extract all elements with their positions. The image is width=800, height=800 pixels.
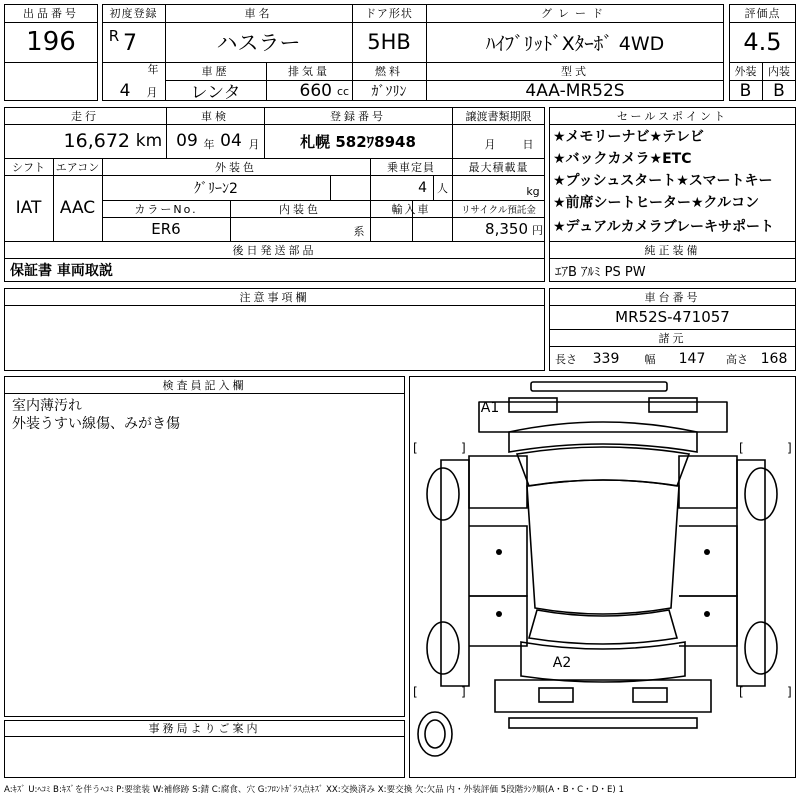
reg-month: 4	[119, 80, 131, 101]
score-label: 評価点	[744, 7, 781, 20]
height: 168	[760, 350, 788, 367]
fuel: ｶﾞｿﾘﾝ	[371, 83, 407, 100]
svg-text:[: [	[413, 685, 418, 699]
cc-unit: cc	[336, 85, 350, 98]
reg-year: 7	[123, 30, 137, 56]
car-name: ハスラー	[216, 31, 301, 55]
width: 147	[678, 350, 706, 367]
damage-mark-a2: A2	[552, 655, 572, 671]
model-code: 4AA-MR52S	[525, 80, 625, 101]
displacement: 660	[299, 80, 332, 101]
legend-footer: A:ｷｽﾞ U:ﾍｺﾐ B:ｷｽﾞを伴うﾍｺﾐ P:要塗装 W:補修跡 S:錆 C:腐食、穴 G:ﾌﾛﾝﾄｶﾞﾗｽ点ｷｽﾞ XX:交換済み X:要交換 欠:欠品 内・外装評価 5段階ﾗﾝｸ順(A・B・C・D・E) 1	[4, 785, 624, 795]
seats: 4	[418, 179, 427, 196]
sales-label: セールスポイント	[616, 109, 728, 123]
door-type: 5HB	[367, 30, 411, 54]
specs-label: 諸元	[658, 331, 687, 345]
svg-text:]: ]	[461, 685, 466, 699]
score-value: 4.5	[743, 28, 782, 56]
color-label: 外装色	[215, 160, 257, 174]
seats-label: 乗車定員	[387, 160, 435, 174]
insp-month: 04	[220, 131, 242, 151]
transfer-label: 譲渡書類期限	[465, 109, 532, 123]
shift: IAT	[15, 198, 42, 218]
mileage-label: 走行	[71, 109, 99, 123]
insp-month-unit: 月	[248, 138, 260, 151]
color-number: ER6	[151, 220, 181, 238]
later-parts-label: 後日発送部品	[232, 243, 317, 257]
car-damage-diagram	[409, 376, 796, 778]
inspector-note: 室内薄汚れ	[12, 397, 82, 414]
svg-text:[: [	[739, 685, 744, 699]
length-label: 長さ	[555, 353, 577, 366]
recycle-fee: 8,350	[485, 220, 528, 238]
sales-point: ★メモリーナビ★テレビ	[553, 129, 704, 145]
chassis-label: 車台番号	[644, 290, 701, 304]
aircon: AAC	[59, 198, 96, 218]
width-label: 幅	[644, 353, 656, 366]
notes-label: 注意事項欄	[239, 290, 310, 304]
load-unit: kg	[526, 184, 540, 198]
equipment: ｴｱB ｱﾙﾐ PS PW	[555, 264, 646, 280]
grade-label: グレード	[541, 7, 609, 20]
height-label: 高さ	[726, 353, 748, 366]
sales-point: ★プッシュスタート★スマートキー	[553, 173, 773, 189]
svg-text:]: ]	[461, 441, 466, 455]
transfer-day-unit: 日	[522, 138, 534, 151]
lot-number: 196	[26, 27, 76, 57]
ac-label: エアコン	[55, 160, 100, 174]
first-reg-label: 初度登録	[109, 7, 158, 20]
recycle-label: リサイクル預託金	[461, 204, 536, 216]
month-unit: 月	[146, 86, 158, 99]
mileage: 16,672	[63, 130, 130, 152]
ext-grade: B	[739, 80, 752, 101]
insp-year-unit: 年	[203, 138, 215, 151]
fuel-label: 燃料	[375, 65, 403, 78]
intcolor-label: 内装色	[279, 202, 321, 216]
colorno-label: カラーNo.	[134, 202, 198, 216]
exterior-color: ｸﾞﾘｰﾝ2	[194, 180, 238, 197]
office-label: 事務局よりご案内	[148, 722, 261, 735]
later-parts: 保証書 車両取説	[10, 263, 113, 279]
ext-label: 外装	[734, 65, 757, 78]
seats-unit: 人	[437, 182, 448, 195]
svg-text:[: [	[413, 441, 418, 455]
intcolor-unit: 系	[353, 225, 365, 238]
inspection-label: 車検	[201, 109, 229, 123]
history: レンタ	[190, 83, 241, 101]
year-unit: 年	[147, 63, 159, 76]
svg-text:[: [	[739, 441, 744, 455]
insp-year: 09	[176, 131, 198, 151]
sales-point: ★前席シートヒーター★クルコン	[553, 195, 760, 211]
svg-text:]: ]	[787, 685, 792, 699]
mileage-unit: km	[135, 131, 163, 151]
plate-number: 札幌 582ﾜ8948	[300, 132, 416, 151]
int-grade: B	[773, 80, 785, 101]
length: 339	[592, 350, 620, 367]
inspector-label: 検査員記入欄	[162, 378, 247, 392]
era: R	[108, 27, 120, 45]
damage-mark-a1: A1	[480, 400, 500, 416]
sales-point: ★デュアルカメラブレーキサポート	[553, 219, 775, 235]
plate-label: 登録番号	[330, 109, 386, 123]
inspector-note: 外装うすい線傷、みがき傷	[12, 415, 180, 432]
svg-text:]: ]	[787, 441, 792, 455]
history-label: 車歴	[201, 65, 230, 78]
door-label: ドア形状	[365, 7, 413, 20]
cc-label: 排気量	[288, 65, 330, 78]
lot-label: 出品番号	[23, 7, 79, 20]
load-label: 最大積載量	[468, 160, 529, 174]
int-label: 内装	[768, 65, 790, 78]
recycle-unit: 円	[532, 224, 543, 237]
grade: ﾊｲﾌﾞﾘｯﾄﾞXﾀｰﾎﾞ 4WD	[485, 32, 665, 55]
name-label: 車名	[244, 7, 273, 20]
transfer-month-unit: 月	[484, 138, 496, 151]
equipment-label: 純正装備	[644, 243, 701, 257]
shift-label: シフト	[12, 160, 45, 174]
model-label: 型式	[561, 65, 589, 78]
chassis-number: MR52S-471057	[615, 308, 730, 326]
import-label: 輸入車	[391, 202, 431, 216]
sales-point: ★バックカメラ★ETC	[553, 151, 692, 167]
